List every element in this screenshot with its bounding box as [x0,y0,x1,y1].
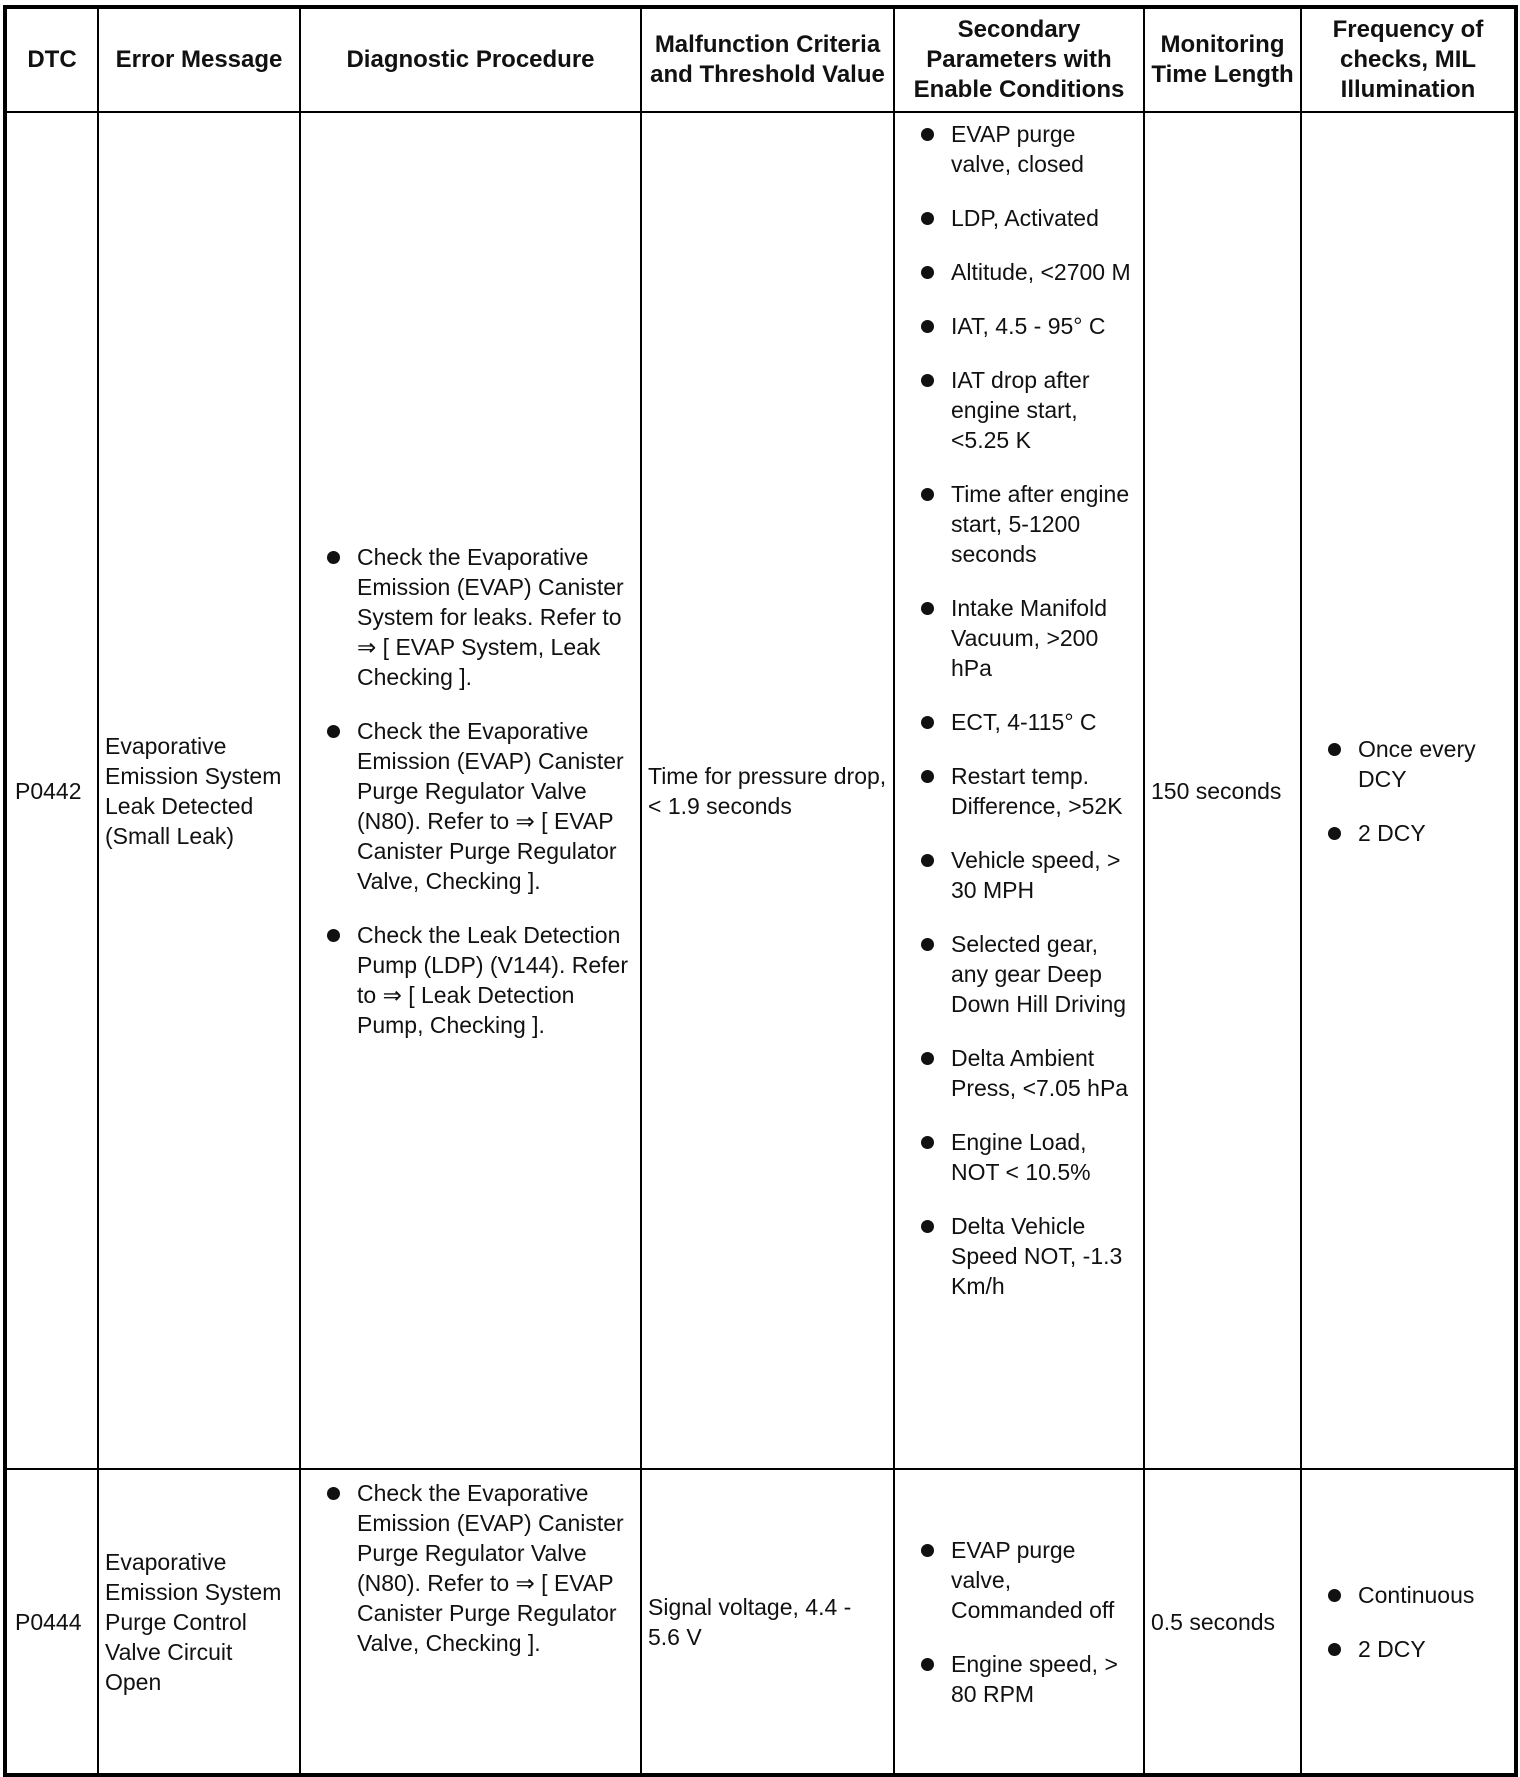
dtc-code: P0444 [5,1469,98,1775]
table-row [5,112,1516,1469]
secondary-parameters [894,112,1144,1469]
parameter-item: EVAP purge valve, closed [917,119,1141,179]
parameter-item: ECT, 4-115° C [917,707,1141,737]
monitoring-time: 0.5 seconds [1144,1469,1301,1775]
procedure-list [323,1478,636,1658]
dtc-code: P0442 [5,112,98,1469]
malfunction-criteria: Time for pressure drop, < 1.9 seconds [641,112,894,1469]
parameter-item: LDP, Activated [917,203,1141,233]
header-secondary-parameters: Secondary Parameters with Enable Conditions [894,7,1144,112]
parameter-item: Selected gear, any gear Deep Down Hill Driving [917,929,1141,1019]
parameter-item: Delta Ambient Press, <7.05 hPa [917,1043,1141,1103]
parameter-item: IAT, 4.5 - 95° C [917,311,1141,341]
procedure-item: Check the Evaporative Emission (EVAP) Canister Purge Regulator Valve (N80). Refer to ⇒ [ EVAP Canister Purge Regulator Valve, Checking ]. [323,716,636,896]
dtc-table [3,5,1518,1777]
header-frequency: Frequency of checks, MIL Illumination [1301,7,1516,112]
parameter-item: IAT drop after engine start, <5.25 K [917,365,1141,455]
monitoring-time: 150 seconds [1144,112,1301,1469]
parameter-list [917,1535,1141,1709]
frequency-item: Continuous [1324,1580,1508,1610]
parameter-item: Engine speed, > 80 RPM [917,1649,1141,1709]
parameter-item: Vehicle speed, > 30 MPH [917,845,1141,905]
secondary-parameters [894,1469,1144,1775]
error-message: Evaporative Emission System Leak Detected (Small Leak) [98,112,300,1469]
diagnostic-procedure [300,112,641,1469]
parameter-item: Time after engine start, 5-1200 seconds [917,479,1141,569]
procedure-list [323,542,636,1040]
procedure-item: Check the Evaporative Emission (EVAP) Canister Purge Regulator Valve (N80). Refer to ⇒ [ EVAP Canister Purge Regulator Valve, Checking ]. [323,1478,636,1658]
frequency-item: Once every DCY [1324,734,1508,794]
error-message: Evaporative Emission System Purge Control Valve Circuit Open [98,1469,300,1775]
parameter-item: EVAP purge valve, Commanded off [917,1535,1141,1625]
frequency-mil [1301,1469,1516,1775]
frequency-mil [1301,112,1516,1469]
header-malfunction-criteria: Malfunction Criteria and Threshold Value [641,7,894,112]
parameter-item: Intake Manifold Vacuum, >200 hPa [917,593,1141,683]
frequency-item: 2 DCY [1324,1634,1508,1664]
frequency-list [1324,1580,1508,1664]
malfunction-criteria: Signal voltage, 4.4 - 5.6 V [641,1469,894,1775]
header-row [5,7,1516,112]
header-dtc: DTC [5,7,98,112]
header-error-message: Error Message [98,7,300,112]
procedure-item: Check the Leak Detection Pump (LDP) (V144). Refer to ⇒ [ Leak Detection Pump, Checking ]. [323,920,636,1040]
frequency-item: 2 DCY [1324,818,1508,848]
header-monitoring-time: Monitoring Time Length [1144,7,1301,112]
parameter-item: Delta Vehicle Speed NOT, -1.3 Km/h [917,1211,1141,1301]
parameter-item: Engine Load, NOT < 10.5% [917,1127,1141,1187]
parameter-item: Restart temp. Difference, >52K [917,761,1141,821]
parameter-list [917,119,1141,1301]
procedure-item: Check the Evaporative Emission (EVAP) Canister System for leaks. Refer to ⇒ [ EVAP System, Leak Checking ]. [323,542,636,692]
diagnostic-procedure [300,1469,641,1775]
frequency-list [1324,734,1508,848]
header-diagnostic-procedure: Diagnostic Procedure [300,7,641,112]
parameter-item: Altitude, <2700 M [917,257,1141,287]
table-row [5,1469,1516,1775]
